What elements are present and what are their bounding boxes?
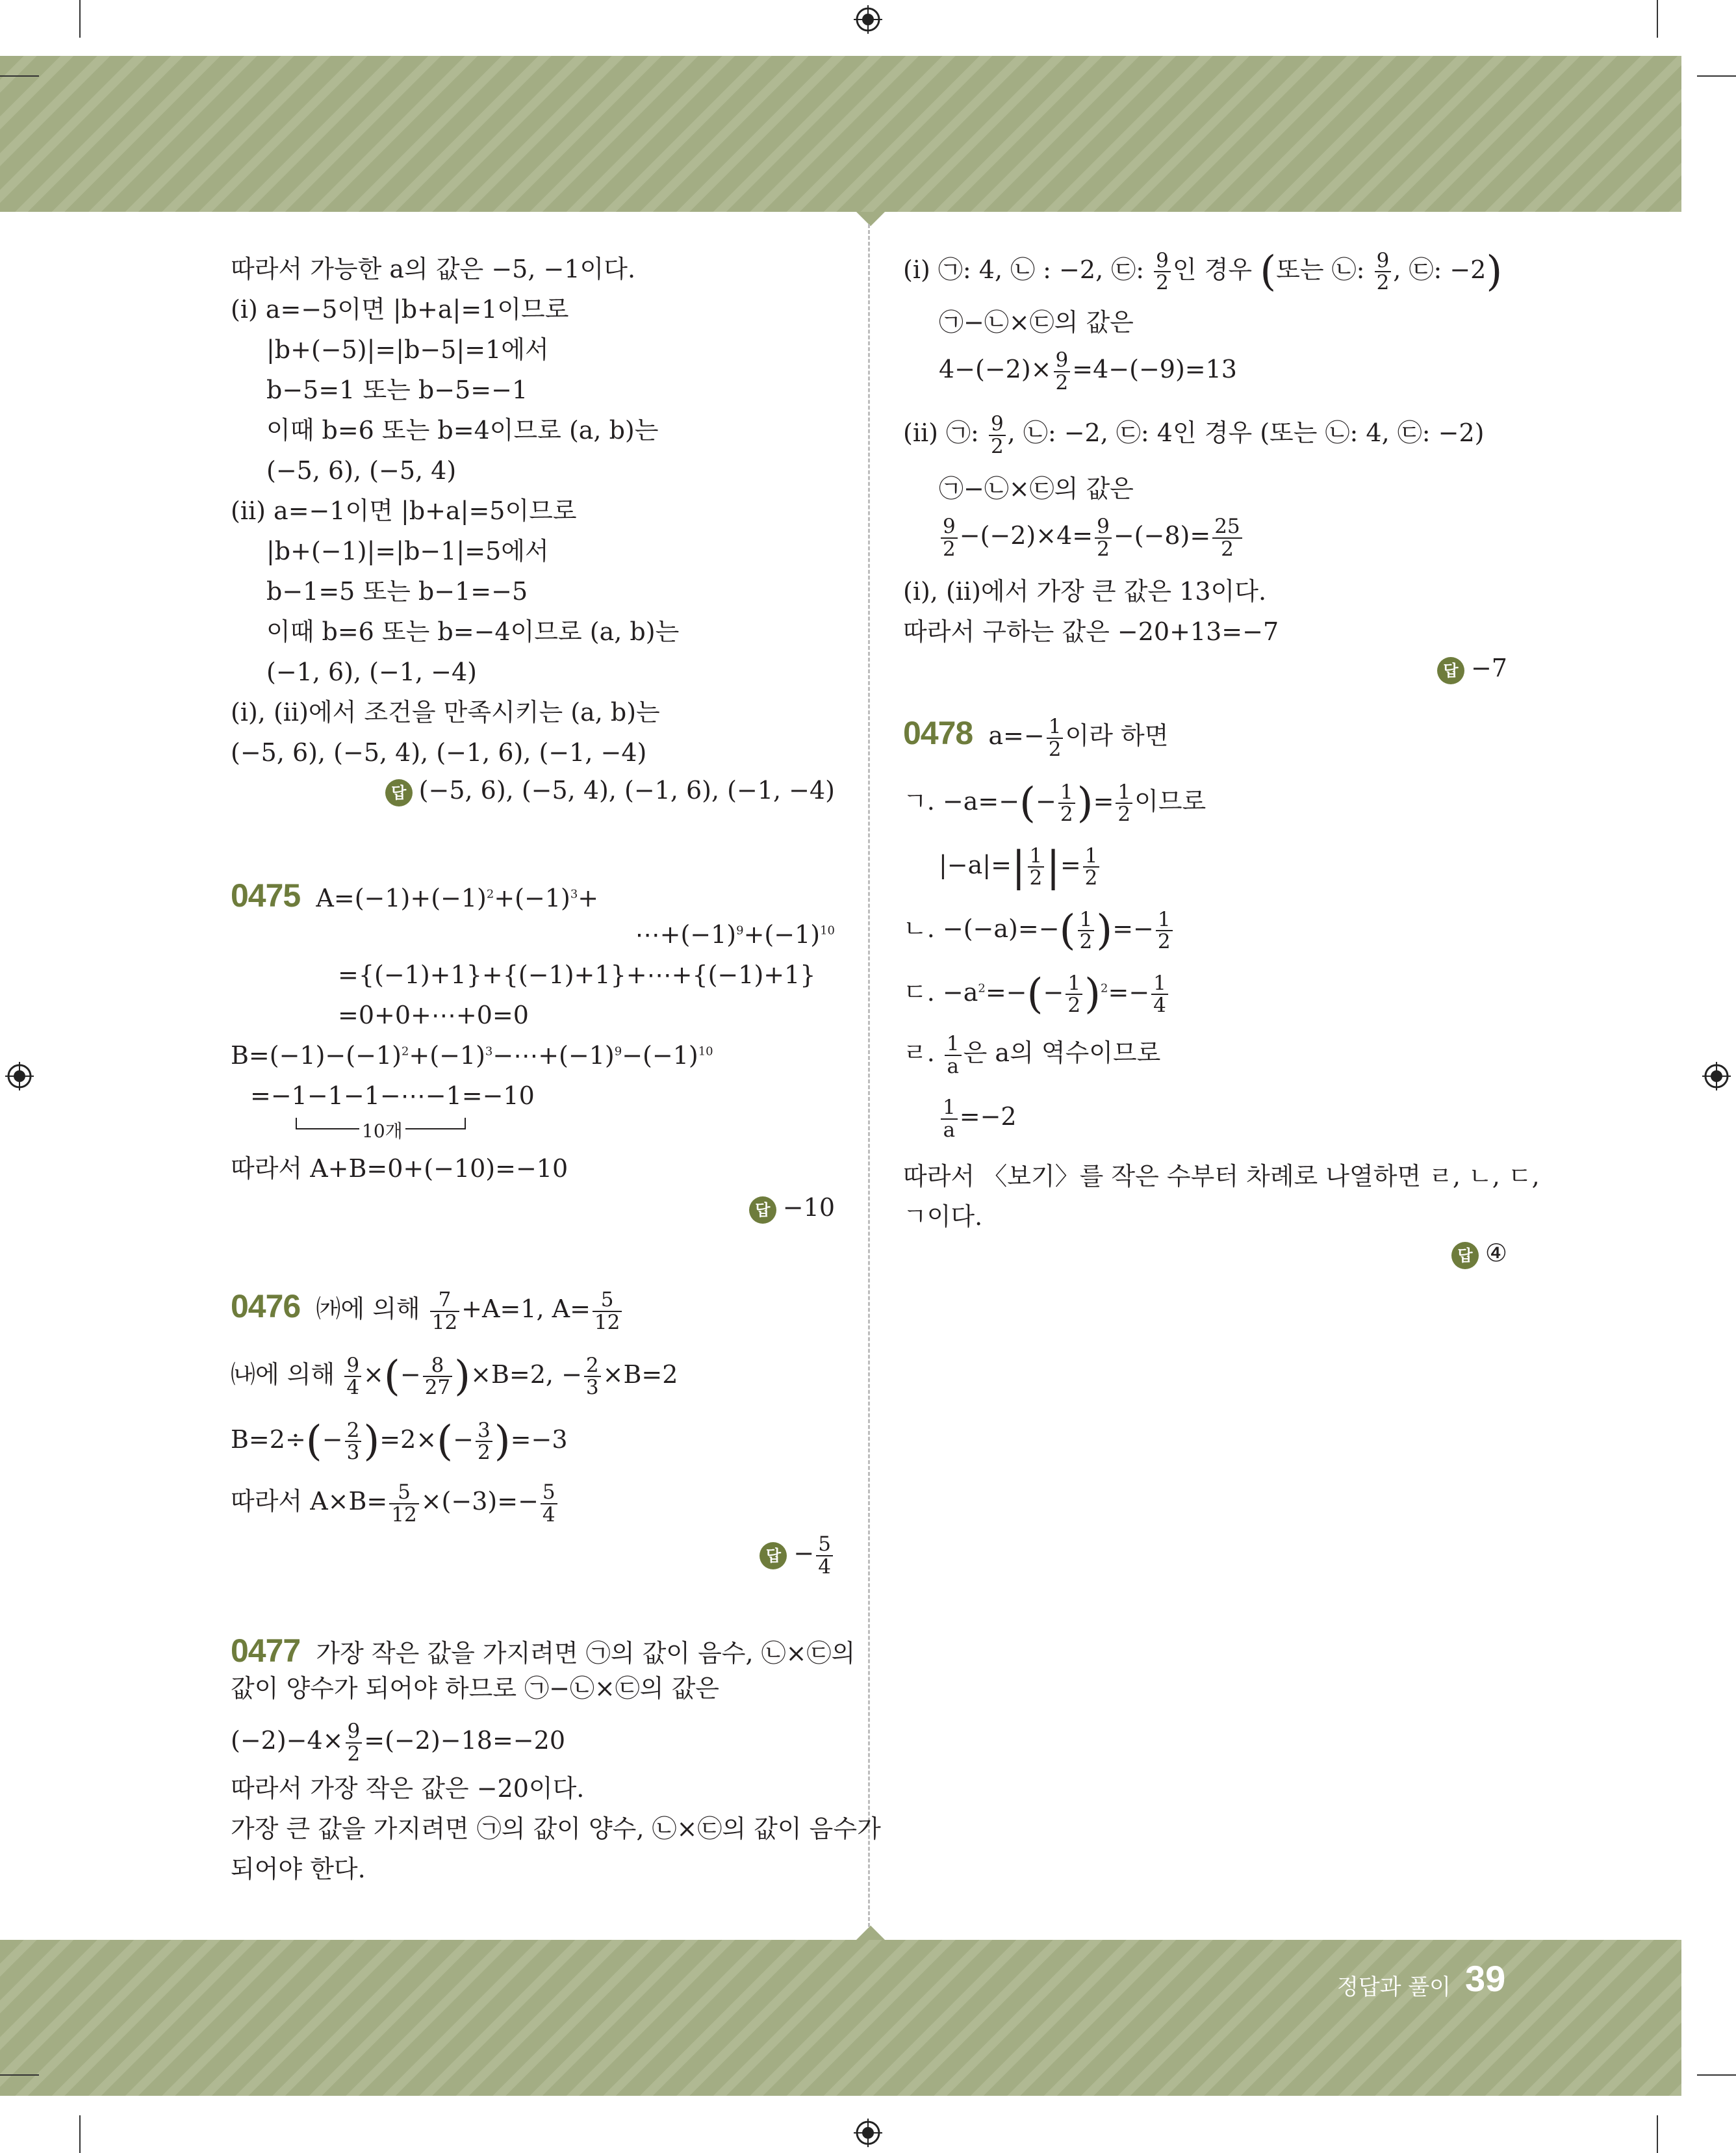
math: +(−1) — [494, 884, 570, 912]
exponent: 10 — [820, 923, 835, 938]
fraction: $\frac{9}{2}$ — [1154, 250, 1171, 294]
fraction: $\frac{1}{2}$ — [1078, 909, 1095, 953]
text-line: 이때 b=6 또는 b=−4이므로 (a, b)는 — [266, 617, 680, 646]
answer-line — [749, 1193, 835, 1224]
fraction: $\frac{1}{2}$ — [1116, 782, 1132, 825]
math: =− — [1112, 914, 1154, 943]
math: (ⅰ) ㉠: 4, ㉡ : −2, ㉢: — [903, 255, 1145, 284]
fraction: $\frac{2}{3}$ — [584, 1355, 601, 1399]
text-line: 값이 양수가 되어야 하므로 ㉠−㉡×㉢의 값은 — [231, 1674, 719, 1703]
math: =2× — [379, 1425, 437, 1454]
exponent: 2 — [1101, 981, 1108, 996]
math: =−2 — [959, 1102, 1017, 1131]
answer-badge: 답 — [385, 779, 413, 806]
text-line: b−5=1 또는 b−5=−1 — [266, 376, 528, 404]
math: ㈏에 의해 — [231, 1360, 335, 1389]
registration-mark-icon — [854, 2119, 882, 2147]
crop-mark — [1657, 2115, 1658, 2153]
math: −⋯+(−1) — [492, 1041, 615, 1070]
math: =− — [985, 977, 1027, 1007]
math: −(−8)= — [1113, 521, 1211, 550]
crop-mark — [1657, 0, 1658, 38]
exponent: 3 — [485, 1044, 493, 1059]
math-line — [231, 1041, 713, 1071]
math: ×(−3)=− — [420, 1487, 539, 1516]
problem-number: 0478 — [903, 715, 973, 751]
math-line — [939, 350, 1237, 393]
text-line: 따라서 구하는 값은 −20+13=−7 — [903, 617, 1279, 646]
text-line: (ⅱ) a=−1이면 |b+a|=5이므로 — [231, 496, 577, 525]
header-notch — [856, 212, 885, 226]
math-line: ={(−1)+1}+{(−1)+1}+⋯+{(−1)+1} — [338, 960, 816, 989]
math: (ⅱ) ㉠: — [903, 419, 979, 448]
answer-line — [385, 776, 835, 806]
fraction: $\frac{7}{12}$ — [430, 1289, 459, 1333]
math: , ㉢: −2 — [1393, 255, 1487, 284]
fraction: $\frac{1}{4}$ — [1151, 973, 1168, 1016]
math: = — [1093, 786, 1114, 816]
footer-notch — [856, 1926, 885, 1940]
answer-line — [1437, 654, 1507, 684]
text-line: |b+(−1)|=|b−1|=5에서 — [266, 537, 549, 565]
fraction: $\frac{9}{2}$ — [941, 516, 958, 560]
math: 은 a의 역수이므로 — [963, 1038, 1161, 1068]
answer-line — [1451, 1239, 1507, 1269]
problem-0477-line — [231, 1631, 855, 1670]
math: ×B=2 — [602, 1360, 678, 1389]
fraction: $\frac{1}{2}$ — [1066, 973, 1082, 1016]
text-line: 따라서 〈보기〉를 작은 수부터 차례로 나열하면 ㄹ, ㄴ, ㄷ, — [903, 1162, 1540, 1191]
math: (−2)−4× — [231, 1726, 344, 1755]
fraction: $\frac{9}{2}$ — [1054, 350, 1071, 393]
math-line — [939, 516, 1244, 560]
math-line — [903, 413, 1485, 457]
problem-0478-line — [903, 714, 1168, 760]
answer-badge: 답 — [760, 1542, 787, 1569]
math: =(−2)−18=−20 — [364, 1726, 565, 1755]
answer-badge: 답 — [749, 1196, 776, 1224]
math: ㄴ. −(−a)=− — [903, 914, 1060, 943]
text-line: 따라서 가장 작은 값은 −20이다. — [231, 1774, 585, 1803]
problem-number: 0477 — [231, 1632, 301, 1669]
crop-mark — [1697, 2074, 1736, 2076]
math: ×B=2, − — [470, 1360, 582, 1389]
exponent: 2 — [978, 981, 986, 996]
fraction: $\frac{1}{2}$ — [1058, 782, 1075, 825]
answer-value: −10 — [782, 1193, 835, 1222]
math: −(−1) — [622, 1041, 698, 1070]
math-line: ㄱ. −a=−(− $\frac{1}{2}$ )= $\frac{1}{2}$ 이므로 — [903, 779, 1206, 827]
text-line: ㉠−㉡×㉢의 값은 — [939, 308, 1134, 337]
registration-mark-icon — [1702, 1062, 1731, 1090]
math: =−3 — [510, 1425, 568, 1454]
math-line: (ⅰ) ㉠: 4, ㉡ : −2, ㉢: $\frac{9}{2}$ 인 경우 (또는 ㉡: $\frac{9}{2}$ , ㉢: −2) — [903, 248, 1503, 296]
problem-number: 0475 — [231, 877, 301, 914]
text-line: (−5, 6), (−5, 4) — [266, 456, 457, 485]
math: =− — [1108, 977, 1150, 1007]
math: , ㉡: −2, ㉢: 4인 경우 (또는 ㉡: 4, ㉢: −2) — [1007, 419, 1485, 448]
brace-label: 10개 — [359, 1120, 405, 1142]
math: ㈎에 의해 — [316, 1295, 420, 1323]
problem-0476-line — [231, 1287, 624, 1333]
answer-badge: 답 — [1437, 657, 1464, 684]
math-line: B=2÷(− $\frac{2}{3}$ )=2×(− $\frac{3}{2}$ )=−3 — [231, 1417, 568, 1465]
fraction: $\frac{2}{3}$ — [345, 1420, 362, 1463]
answer-badge: 답 — [1451, 1242, 1479, 1269]
math: =4−(−9)=13 — [1072, 355, 1237, 384]
text-line: ㄱ이다. — [903, 1202, 983, 1231]
text-line: (ⅰ), (ⅱ)에서 가장 큰 값은 13이다. — [903, 577, 1267, 606]
math-line — [635, 920, 835, 950]
text-line: 가장 큰 값을 가지려면 ㉠의 값이 양수, ㉡×㉢의 값이 음수가 — [231, 1814, 881, 1843]
column-divider — [868, 224, 870, 1927]
problem-0475-line — [231, 876, 598, 915]
math: ㄱ. −a=− — [903, 786, 1020, 816]
math: 4−(−2)× — [939, 355, 1052, 384]
math-line — [231, 1482, 559, 1525]
fraction: $\frac{3}{2}$ — [476, 1420, 492, 1463]
text-line: ㉠−㉡×㉢의 값은 — [939, 474, 1134, 503]
exponent: 9 — [614, 1044, 622, 1059]
math: −(−2)×4= — [959, 521, 1093, 550]
math: ㄷ. −a — [903, 977, 978, 1007]
math: +(−1) — [743, 920, 821, 949]
text-line: 되어야 한다. — [231, 1855, 366, 1883]
answer-line: 답 − $\frac{5}{4}$ — [760, 1534, 835, 1577]
text-line: 따라서 A+B=0+(−10)=−10 — [231, 1154, 568, 1183]
problem-number: 0476 — [231, 1288, 301, 1324]
fraction: $\frac{1}{2}$ — [1028, 845, 1045, 889]
math-line — [939, 1097, 1017, 1141]
registration-mark-icon — [854, 5, 882, 34]
math-line: ㄴ. −(−a)=−( $\frac{1}{2}$ )=− $\frac{1}{2}$ — [903, 906, 1175, 956]
crop-mark — [79, 0, 81, 38]
fraction: $\frac{1}{a}$ — [945, 1033, 962, 1077]
math-line: |−a|=| $\frac{1}{2}$ |= $\frac{1}{2}$ — [939, 842, 1101, 892]
math-line: =−1−1−1−⋯−1=−10 — [250, 1081, 535, 1110]
math-line: ㄷ. $-a^2=-(-$ $\frac{1}{2}$ )$^2$=− $\frac{1}{4}$ — [903, 970, 1170, 1020]
math: +(−1) — [409, 1041, 485, 1070]
exponent: 9 — [736, 923, 744, 938]
fraction: $\frac{5}{12}$ — [593, 1289, 622, 1333]
math: × — [363, 1360, 384, 1389]
fraction: $\frac{9}{2}$ — [989, 413, 1006, 457]
math: 또는 ㉡: — [1276, 255, 1365, 284]
answer-value: −7 — [1470, 654, 1507, 682]
fraction: $\frac{5}{12}$ — [389, 1482, 418, 1525]
math: 이라 하면 — [1065, 721, 1169, 750]
math: 인 경우 — [1172, 255, 1253, 284]
footer-band — [0, 1940, 1681, 2096]
math: 이므로 — [1134, 786, 1206, 816]
math-line — [903, 1033, 1160, 1077]
text-line: b−1=5 또는 b−1=−5 — [266, 577, 528, 606]
fraction: $\frac{25}{2}$ — [1212, 516, 1242, 560]
fraction: $\frac{9}{2}$ — [1375, 250, 1392, 294]
text-line: 따라서 가능한 a의 값은 −5, −1이다. — [231, 255, 636, 283]
math: A=(−1)+(−1) — [316, 884, 487, 912]
crop-mark — [0, 75, 39, 77]
math-line: ㈏에 의해 $\frac{9}{4}$ ×(− $\frac{8}{27}$ )×B=2, − $\frac{2}{3}$ ×B=2 — [231, 1352, 678, 1400]
text-line: 이때 b=6 또는 b=4이므로 (a, b)는 — [266, 416, 659, 445]
text-line: (−5, 6), (−5, 4), (−1, 6), (−1, −4) — [231, 738, 647, 767]
page-number: 39 — [1465, 1958, 1506, 1999]
math: |−a|= — [939, 850, 1012, 879]
answer-value: (−5, 6), (−5, 4), (−1, 6), (−1, −4) — [418, 776, 835, 805]
text-line: (−1, 6), (−1, −4) — [266, 658, 478, 686]
math: 따라서 A×B= — [231, 1487, 388, 1516]
exponent: 10 — [698, 1044, 713, 1059]
header-band — [0, 56, 1681, 212]
math: ⋯+(−1) — [635, 920, 737, 949]
fraction: $\frac{9}{4}$ — [344, 1355, 361, 1399]
exponent: 3 — [570, 887, 578, 901]
math-line — [231, 1721, 565, 1764]
exponent: 2 — [401, 1044, 409, 1059]
footer-label: 정답과 풀이 — [1337, 1974, 1451, 2000]
exponent: 2 — [486, 887, 494, 901]
text: 가장 작은 값을 가지려면 ㉠의 값이 음수, ㉡×㉢의 — [316, 1639, 856, 1668]
math: B=(−1)−(−1) — [231, 1041, 402, 1070]
fraction: $\frac{5}{4}$ — [541, 1482, 557, 1525]
fraction: $\frac{1}{a}$ — [941, 1097, 958, 1141]
crop-mark — [1697, 75, 1736, 77]
math: a=− — [988, 721, 1045, 750]
crop-mark — [79, 2115, 81, 2153]
fraction: $\frac{5}{4}$ — [816, 1534, 833, 1577]
math: = — [1060, 850, 1081, 879]
fraction: $\frac{1}{2}$ — [1083, 845, 1100, 889]
text-line: (ⅰ) a=−5이면 |b+a|=1이므로 — [231, 295, 569, 324]
fraction: $\frac{1}{2}$ — [1047, 716, 1064, 760]
math: + — [578, 884, 599, 912]
fraction: $\frac{8}{27}$ — [423, 1355, 452, 1399]
crop-mark — [0, 2074, 39, 2076]
fraction: $\frac{9}{2}$ — [346, 1721, 363, 1764]
math: +A=1, A= — [461, 1295, 591, 1323]
math: ㄹ. — [903, 1038, 935, 1068]
fraction: $\frac{9}{2}$ — [1095, 516, 1112, 560]
text-line: (ⅰ), (ⅱ)에서 조건을 만족시키는 (a, b)는 — [231, 698, 660, 727]
fraction: $\frac{1}{2}$ — [1156, 909, 1173, 953]
text-line: |b+(−5)|=|b−5|=1에서 — [266, 335, 549, 364]
math: B=2÷ — [231, 1425, 306, 1454]
answer-value: ④ — [1485, 1239, 1507, 1267]
math-line: =0+0+⋯+0=0 — [338, 1001, 529, 1029]
registration-mark-icon — [5, 1062, 34, 1090]
